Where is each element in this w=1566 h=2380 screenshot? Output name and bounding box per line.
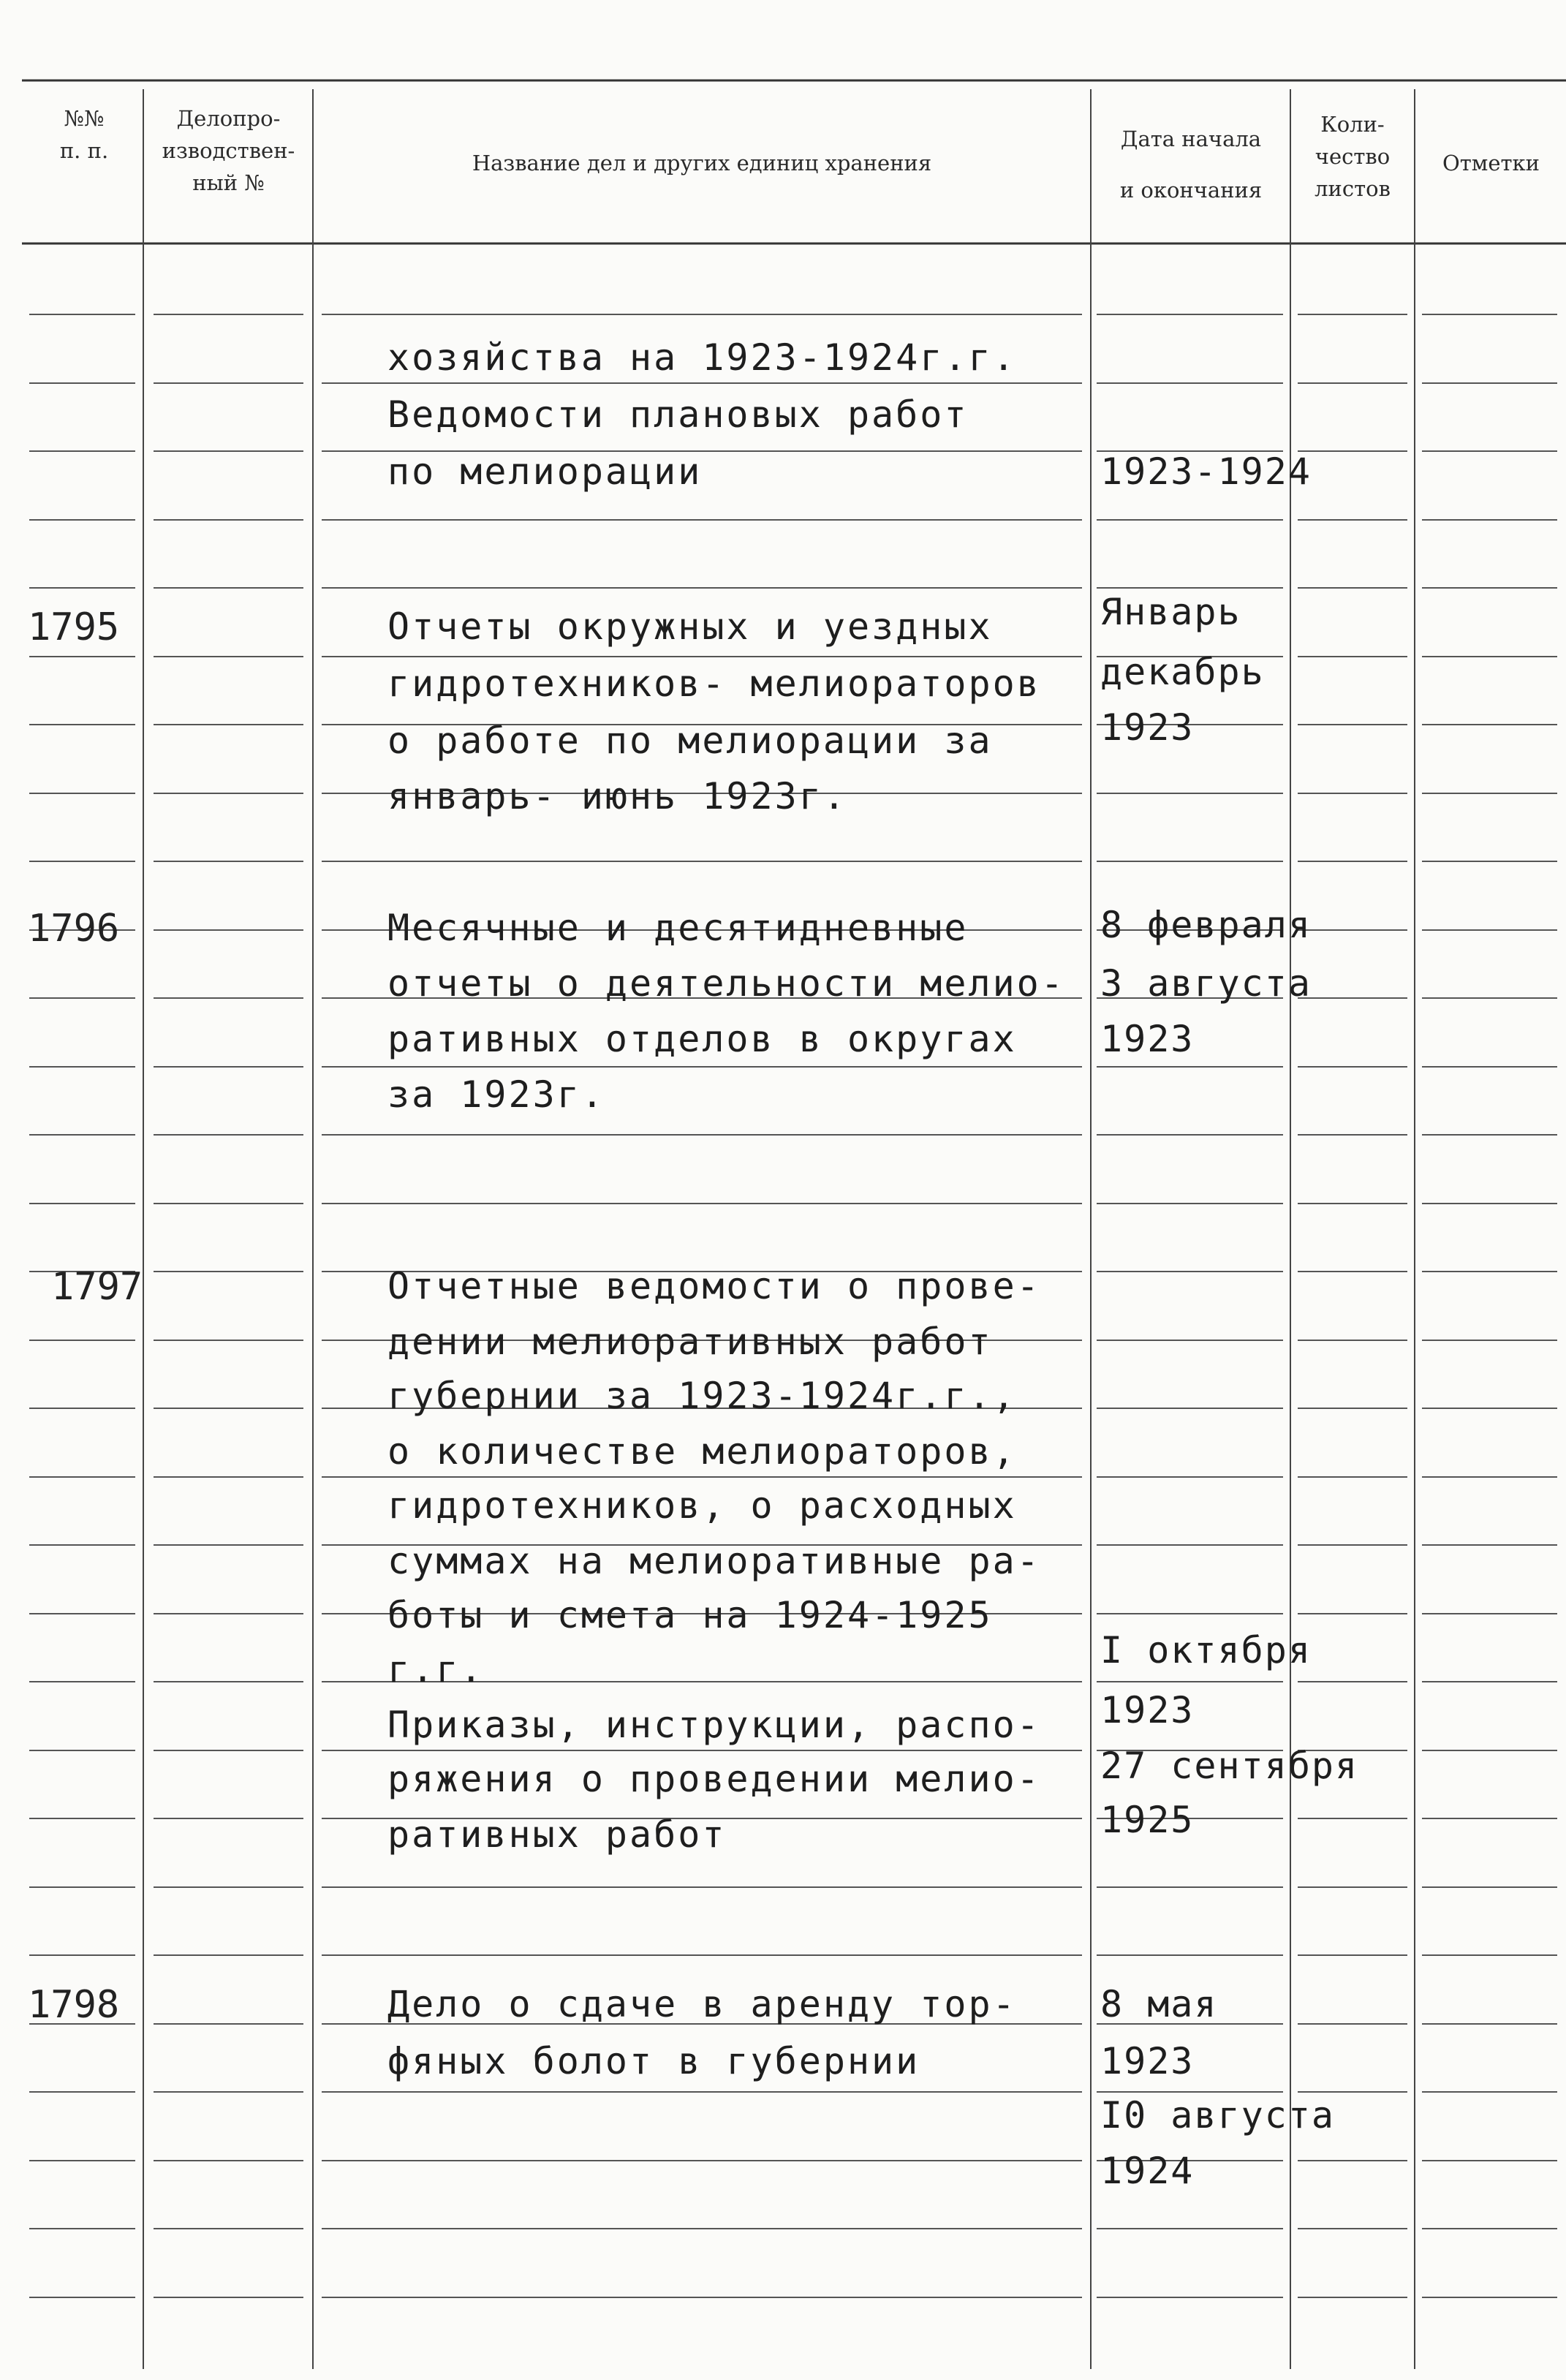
header-col-title: [314, 137, 1089, 189]
entry-line: по мелиорации: [387, 450, 703, 493]
entry-line: отчеты о деятельности мелио-: [387, 962, 1065, 1005]
entry-line: боты и смета на 1924-1925: [387, 1594, 993, 1636]
header-text: ный №: [192, 170, 265, 195]
header-col-office-number: [146, 102, 311, 199]
entry-line: январь- июнь 1923г.: [387, 775, 847, 817]
entry-number: 1795: [28, 605, 120, 649]
entry-date: 1925: [1100, 1799, 1195, 1841]
entry-line: Месячные и десятидневные: [387, 907, 969, 949]
entry-date: I октября: [1100, 1629, 1312, 1671]
entry-line: Приказы, инструкции, распо-: [387, 1704, 1041, 1746]
header-col-number: [29, 102, 139, 167]
entry-line: гидротехников, о расходных: [387, 1484, 1017, 1527]
header-text: Дата начала: [1120, 126, 1262, 151]
entry-line: о работе по мелиорации за: [387, 719, 993, 762]
header-col-notes: [1416, 137, 1566, 189]
entry-date: 1923: [1100, 706, 1195, 749]
entry-date: 8 мая: [1100, 1983, 1218, 2025]
entry-line: ряжения о проведении мелио-: [387, 1758, 1041, 1800]
header-text: Коли-: [1320, 112, 1385, 137]
header-col-dates: [1092, 113, 1290, 216]
entry-date: 3 августа: [1100, 962, 1312, 1005]
entry-date: 1923: [1100, 2040, 1195, 2082]
header-text: Делопро-: [176, 106, 281, 131]
header-text: чество: [1315, 144, 1391, 169]
entry-date: I0 августа: [1100, 2094, 1336, 2137]
entry-line: Отчетные ведомости о прове-: [387, 1265, 1041, 1307]
header-text: Название дел и других единиц хранения: [472, 151, 932, 175]
entry-date: 1923-1924: [1100, 450, 1312, 493]
header-text: п. п.: [59, 138, 109, 163]
entry-line: дении мелиоративных работ: [387, 1321, 993, 1363]
entry-line: губернии за 1923-1924г.г.,: [387, 1375, 1017, 1417]
entry-line: о количестве мелиораторов,: [387, 1430, 1017, 1473]
entry-line: Отчеты окружных и уездных: [387, 605, 993, 648]
entry-date: 27 сентября: [1100, 1745, 1359, 1787]
header-text: №№: [64, 106, 105, 131]
entry-line: Ведомости плановых работ: [387, 393, 969, 436]
header-text: Отметки: [1442, 151, 1540, 175]
entry-date: декабрь: [1100, 651, 1265, 693]
entry-date: 8 февраля: [1100, 904, 1312, 946]
entry-number: 1798: [28, 1983, 120, 2027]
entry-number: 1796: [28, 907, 120, 951]
entry-number: 1797: [51, 1265, 143, 1309]
entry-line: хозяйства на 1923-1924г.г.: [387, 336, 1017, 379]
header-text: изводствен-: [162, 138, 295, 163]
entry-line: ративных отделов в округах: [387, 1018, 1017, 1060]
entry-date: Январь: [1100, 591, 1241, 633]
entry-line: Дело о сдаче в аренду тор-: [387, 1983, 1017, 2025]
entry-line: гидротехников- мелиораторов: [387, 662, 1041, 705]
entry-date: 1923: [1100, 1018, 1195, 1060]
entry-line: за 1923г.: [387, 1073, 605, 1116]
entry-line: фяных болот в губернии: [387, 2040, 920, 2082]
entry-date: 1924: [1100, 2150, 1195, 2192]
entry-line: суммах на мелиоративные ра-: [387, 1540, 1041, 1582]
header-col-sheets: [1292, 108, 1413, 205]
header-text: листов: [1315, 176, 1391, 201]
entry-line: ративных работ: [387, 1813, 727, 1856]
entry-line: г.г.: [387, 1648, 485, 1690]
entry-date: 1923: [1100, 1689, 1195, 1731]
header-text: и окончания: [1119, 178, 1263, 203]
